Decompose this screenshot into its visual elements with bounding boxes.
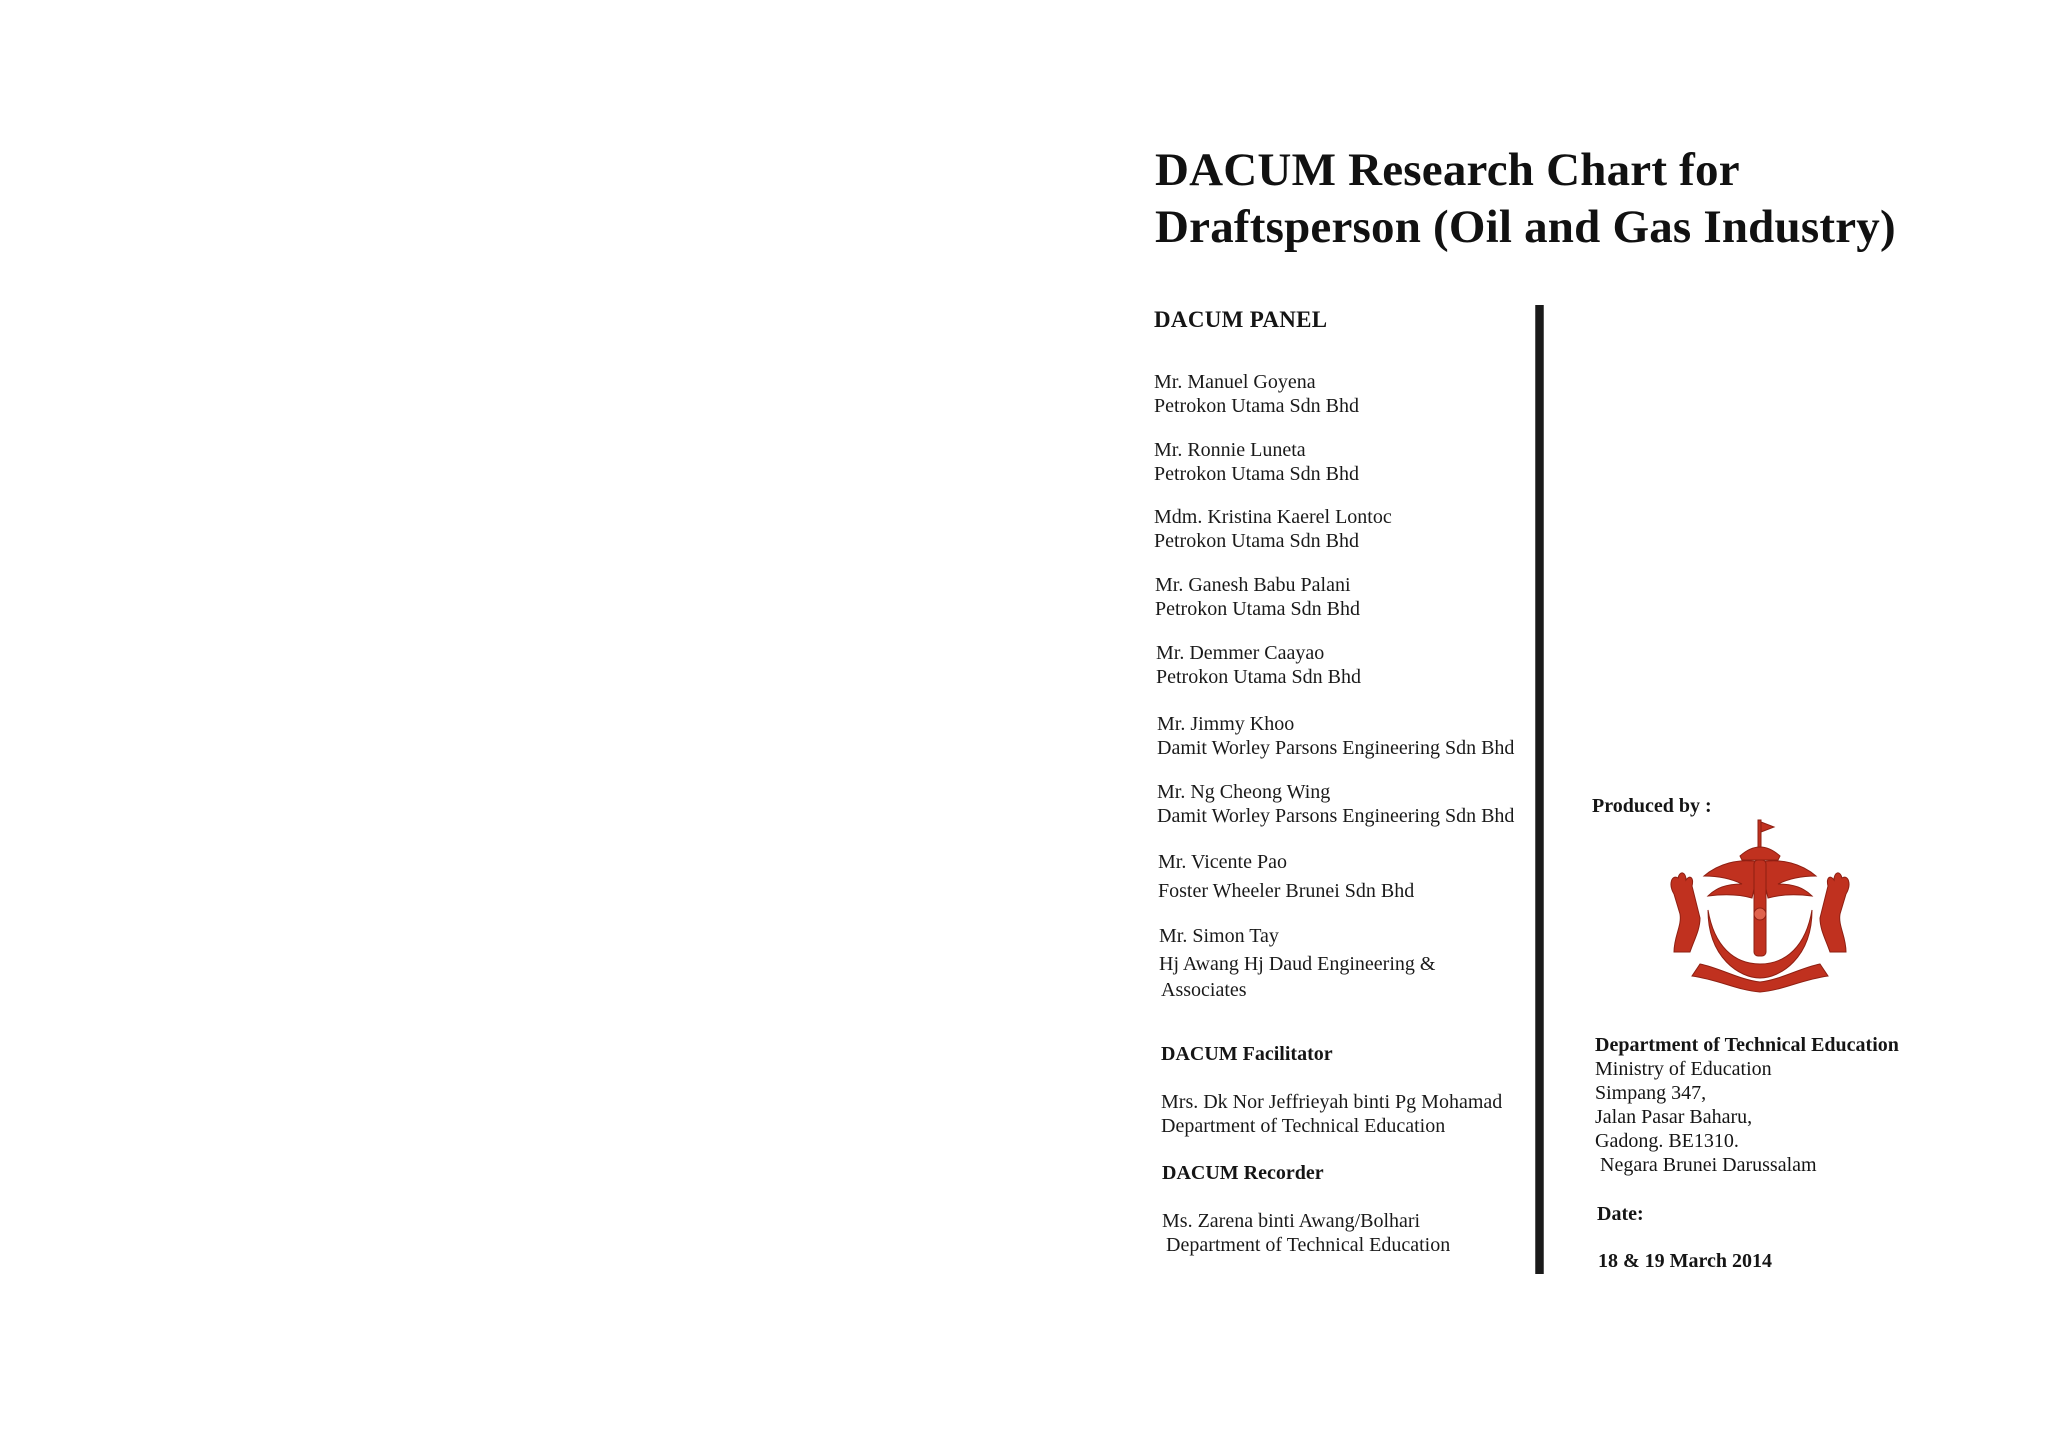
member-org: Petrokon Utama Sdn Bhd bbox=[1154, 395, 1359, 417]
department-name: Department of Technical Education bbox=[1595, 1034, 1899, 1056]
member-name: Mdm. Kristina Kaerel Lontoc bbox=[1154, 506, 1392, 528]
department-address bbox=[1595, 1033, 1899, 1177]
panel-member bbox=[1154, 370, 1359, 418]
member-org: Petrokon Utama Sdn Bhd bbox=[1154, 463, 1359, 485]
address-line: Ministry of Education bbox=[1595, 1058, 1772, 1080]
title-line-2: Draftsperson (Oil and Gas Industry) bbox=[1155, 201, 1896, 253]
member-name: Mr. Jimmy Khoo bbox=[1157, 713, 1295, 735]
address-line: Jalan Pasar Baharu, bbox=[1595, 1106, 1753, 1128]
address-line: Simpang 347, bbox=[1595, 1082, 1707, 1104]
member-name: Mr. Demmer Caayao bbox=[1156, 642, 1325, 664]
member-name: Mr. Ng Cheong Wing bbox=[1157, 781, 1331, 803]
brunei-crest-icon bbox=[1660, 818, 1860, 993]
panel-member bbox=[1157, 780, 1514, 828]
date-value: 18 & 19 March 2014 bbox=[1598, 1250, 1773, 1272]
facilitator bbox=[1161, 1090, 1502, 1138]
member-org: Petrokon Utama Sdn Bhd bbox=[1155, 598, 1360, 620]
recorder-name: Ms. Zarena binti Awang/Bolhari bbox=[1162, 1210, 1421, 1232]
member-name: Mr. Ronnie Luneta bbox=[1154, 439, 1306, 461]
document-title bbox=[1155, 142, 2015, 256]
recorder-heading: DACUM Recorder bbox=[1162, 1162, 1324, 1184]
member-name: Mr. Simon Tay bbox=[1159, 925, 1279, 947]
member-org: Hj Awang Hj Daud Engineering & bbox=[1159, 953, 1436, 975]
recorder bbox=[1162, 1209, 1450, 1257]
member-name: Mr. Ganesh Babu Palani bbox=[1155, 574, 1351, 596]
date-label: Date: bbox=[1597, 1203, 1644, 1225]
member-org: Damit Worley Parsons Engineering Sdn Bhd bbox=[1157, 805, 1515, 827]
member-org: Foster Wheeler Brunei Sdn Bhd bbox=[1158, 880, 1415, 902]
member-org: Petrokon Utama Sdn Bhd bbox=[1154, 530, 1359, 552]
facilitator-heading: DACUM Facilitator bbox=[1161, 1043, 1333, 1065]
panel-heading: DACUM PANEL bbox=[1154, 307, 1328, 332]
address-line: Gadong. BE1310. bbox=[1595, 1130, 1739, 1152]
panel-member bbox=[1154, 505, 1392, 553]
panel-member bbox=[1159, 922, 1435, 1002]
panel-member bbox=[1158, 848, 1414, 906]
facilitator-name: Mrs. Dk Nor Jeffrieyah binti Pg Mohamad bbox=[1161, 1091, 1503, 1113]
member-name: Mr. Vicente Pao bbox=[1158, 851, 1287, 873]
vertical-divider bbox=[1535, 305, 1544, 1274]
title-line-1: DACUM Research Chart for bbox=[1155, 144, 1740, 196]
member-org-continued: Associates bbox=[1161, 979, 1247, 1001]
recorder-org: Department of Technical Education bbox=[1166, 1234, 1451, 1256]
member-name: Mr. Manuel Goyena bbox=[1154, 371, 1316, 393]
address-line: Negara Brunei Darussalam bbox=[1600, 1154, 1817, 1176]
panel-member bbox=[1156, 641, 1361, 689]
panel-member bbox=[1157, 712, 1514, 760]
panel-member bbox=[1155, 573, 1360, 621]
member-org: Damit Worley Parsons Engineering Sdn Bhd bbox=[1157, 737, 1515, 759]
facilitator-org: Department of Technical Education bbox=[1161, 1115, 1446, 1137]
produced-by-label: Produced by : bbox=[1592, 795, 1712, 817]
member-org: Petrokon Utama Sdn Bhd bbox=[1156, 666, 1361, 688]
panel-member bbox=[1154, 438, 1359, 486]
